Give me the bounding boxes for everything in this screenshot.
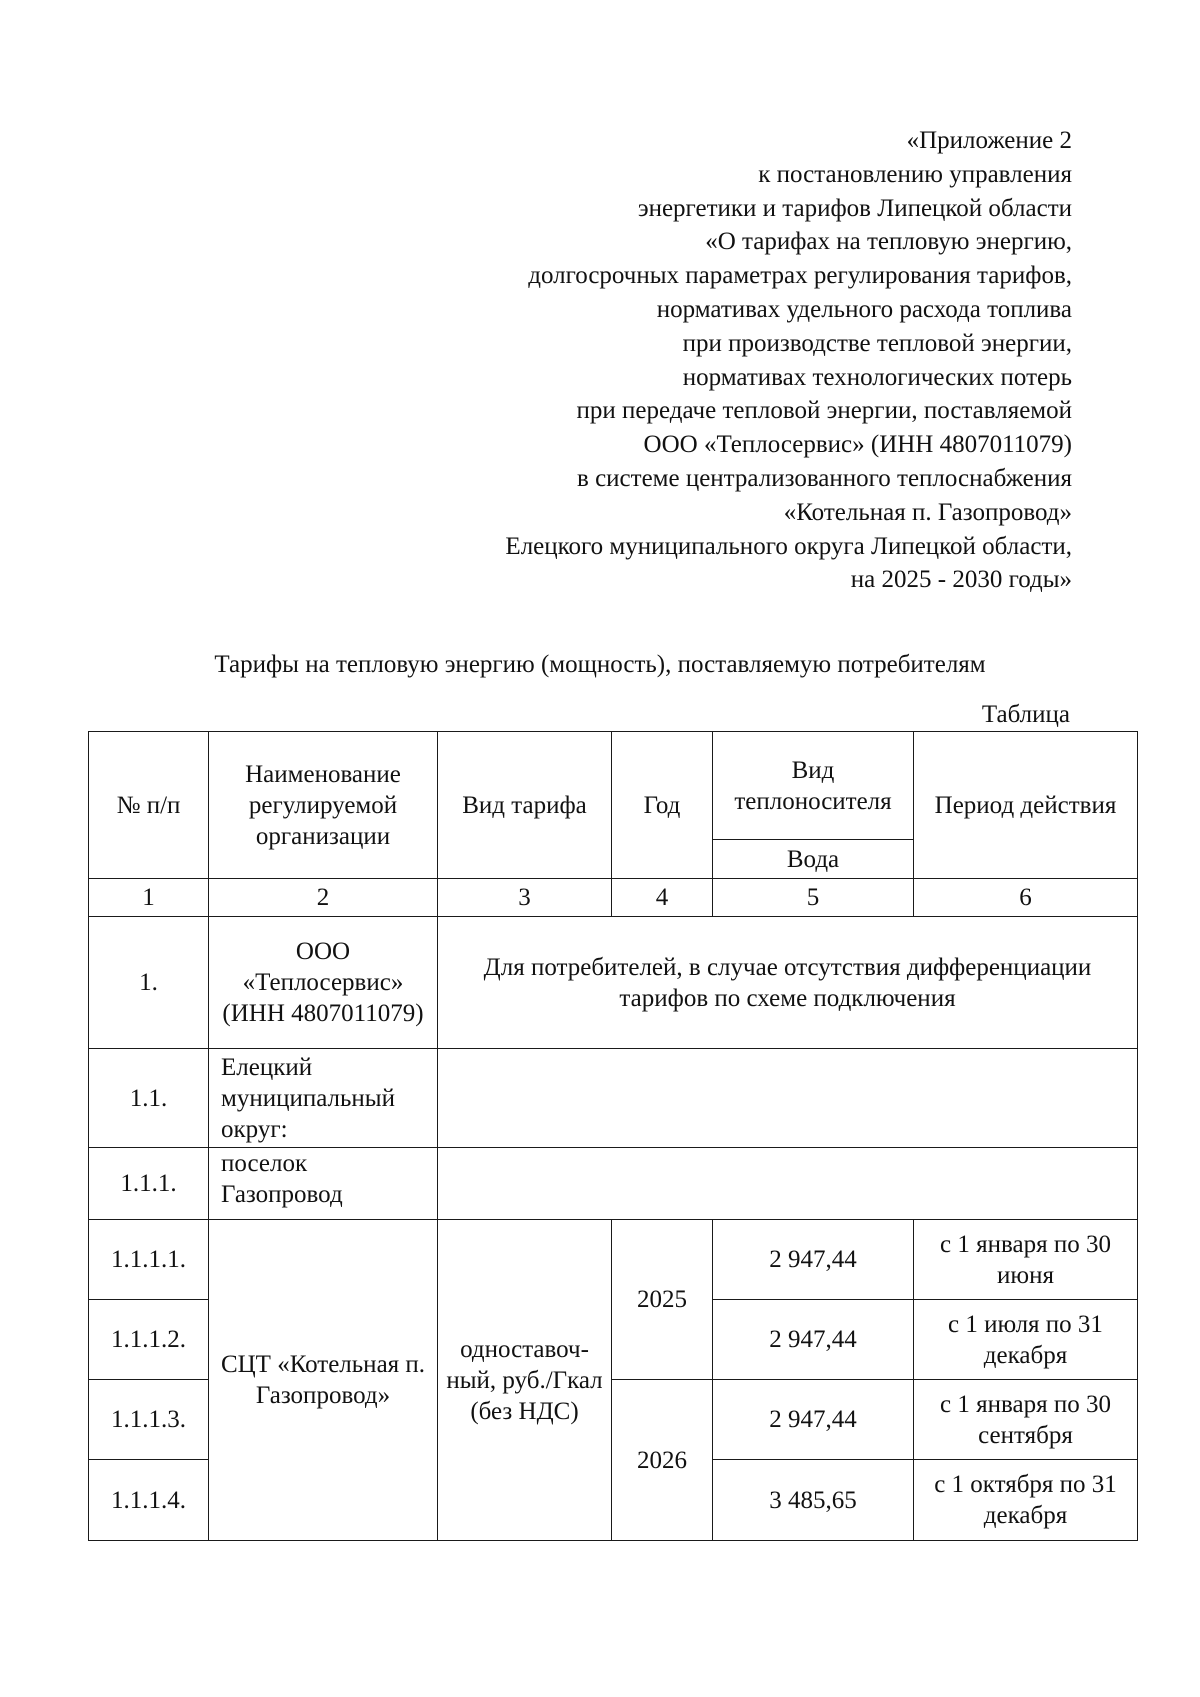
org-row-note: Для потребителей, в случае отсутствия дифференциации тарифов по схеме подключения xyxy=(438,917,1138,1049)
org-row-num: 1. xyxy=(89,917,209,1049)
tariff-type: одноставоч-ный, руб./Гкал (без НДС) xyxy=(438,1220,612,1541)
year-cell: 2025 xyxy=(612,1220,713,1380)
tariff-row-num: 1.1.1.1. xyxy=(89,1220,209,1300)
appendix-line: «Котельная п. Газопровод» xyxy=(783,498,1072,526)
col-number: 6 xyxy=(914,879,1138,917)
system-name: СЦТ «Котельная п. Газопровод» xyxy=(209,1220,438,1541)
org-row-name: ООО «Теплосервис» (ИНН 4807011079) xyxy=(209,917,438,1049)
tariff-row-num: 1.1.1.4. xyxy=(89,1460,209,1541)
appendix-line: на 2025 - 2030 годы» xyxy=(850,566,1072,594)
appendix-line: ООО «Теплосервис» (ИНН 4807011079) xyxy=(643,431,1072,459)
col-number: 4 xyxy=(612,879,713,917)
year-cell: 2026 xyxy=(612,1380,713,1541)
header-org: Наименование регулируемой организации xyxy=(209,732,438,879)
district-row-empty xyxy=(438,1049,1138,1148)
col-number: 5 xyxy=(713,879,914,917)
col-number: 3 xyxy=(438,879,612,917)
tariff-row-num: 1.1.1.2. xyxy=(89,1300,209,1380)
header-carrier-water: Вода xyxy=(713,840,914,879)
col-number: 1 xyxy=(89,879,209,917)
header-num: № п/п xyxy=(89,732,209,879)
appendix-line: долгосрочных параметрах регулирования тарифов, xyxy=(528,262,1072,290)
settlement-row-num: 1.1.1. xyxy=(89,1148,209,1220)
appendix-header xyxy=(505,124,1072,597)
table-title: Тарифы на тепловую энергию (мощность), поставляемую потребителям xyxy=(214,651,986,678)
header-year: Год xyxy=(612,732,713,879)
tariff-value: 2 947,44 xyxy=(713,1380,914,1460)
header-carrier: Вид теплоносителя xyxy=(713,732,914,840)
header-period: Период действия xyxy=(914,732,1138,879)
header-tariff-type: Вид тарифа xyxy=(438,732,612,879)
district-row-num: 1.1. xyxy=(89,1049,209,1148)
tariff-period: с 1 января по 30 июня xyxy=(914,1220,1138,1300)
appendix-line: нормативах технологических потерь xyxy=(682,363,1072,391)
tariff-value: 2 947,44 xyxy=(713,1300,914,1380)
tariff-value: 3 485,65 xyxy=(713,1460,914,1541)
tariff-period: с 1 января по 30 сентября xyxy=(914,1380,1138,1460)
table-caption: Таблица xyxy=(981,701,1070,728)
appendix-line: к постановлению управления xyxy=(758,160,1072,188)
appendix-line: при передаче тепловой энергии, поставляемой xyxy=(576,397,1072,425)
col-number: 2 xyxy=(209,879,438,917)
appendix-line: «О тарифах на тепловую энергию, xyxy=(705,228,1072,256)
tariff-period: с 1 июля по 31 декабря xyxy=(914,1300,1138,1380)
appendix-line: энергетики и тарифов Липецкой области xyxy=(637,194,1072,222)
appendix-line: в системе централизованного теплоснабжения xyxy=(577,464,1072,492)
settlement-row-empty xyxy=(438,1148,1138,1220)
tariff-period: с 1 октября по 31 декабря xyxy=(914,1460,1138,1541)
tariff-value: 2 947,44 xyxy=(713,1220,914,1300)
appendix-line: нормативах удельного расхода топлива xyxy=(656,295,1072,323)
appendix-line: Елецкого муниципального округа Липецкой области, xyxy=(505,532,1072,560)
settlement-row-name: поселок Газопровод xyxy=(209,1148,438,1220)
tariff-table xyxy=(88,731,1138,1541)
tariff-row-num: 1.1.1.3. xyxy=(89,1380,209,1460)
appendix-line: «Приложение 2 xyxy=(906,127,1072,154)
district-row-name: Елецкий муниципальный округ: xyxy=(209,1049,438,1148)
appendix-line: при производстве тепловой энергии, xyxy=(682,329,1072,357)
